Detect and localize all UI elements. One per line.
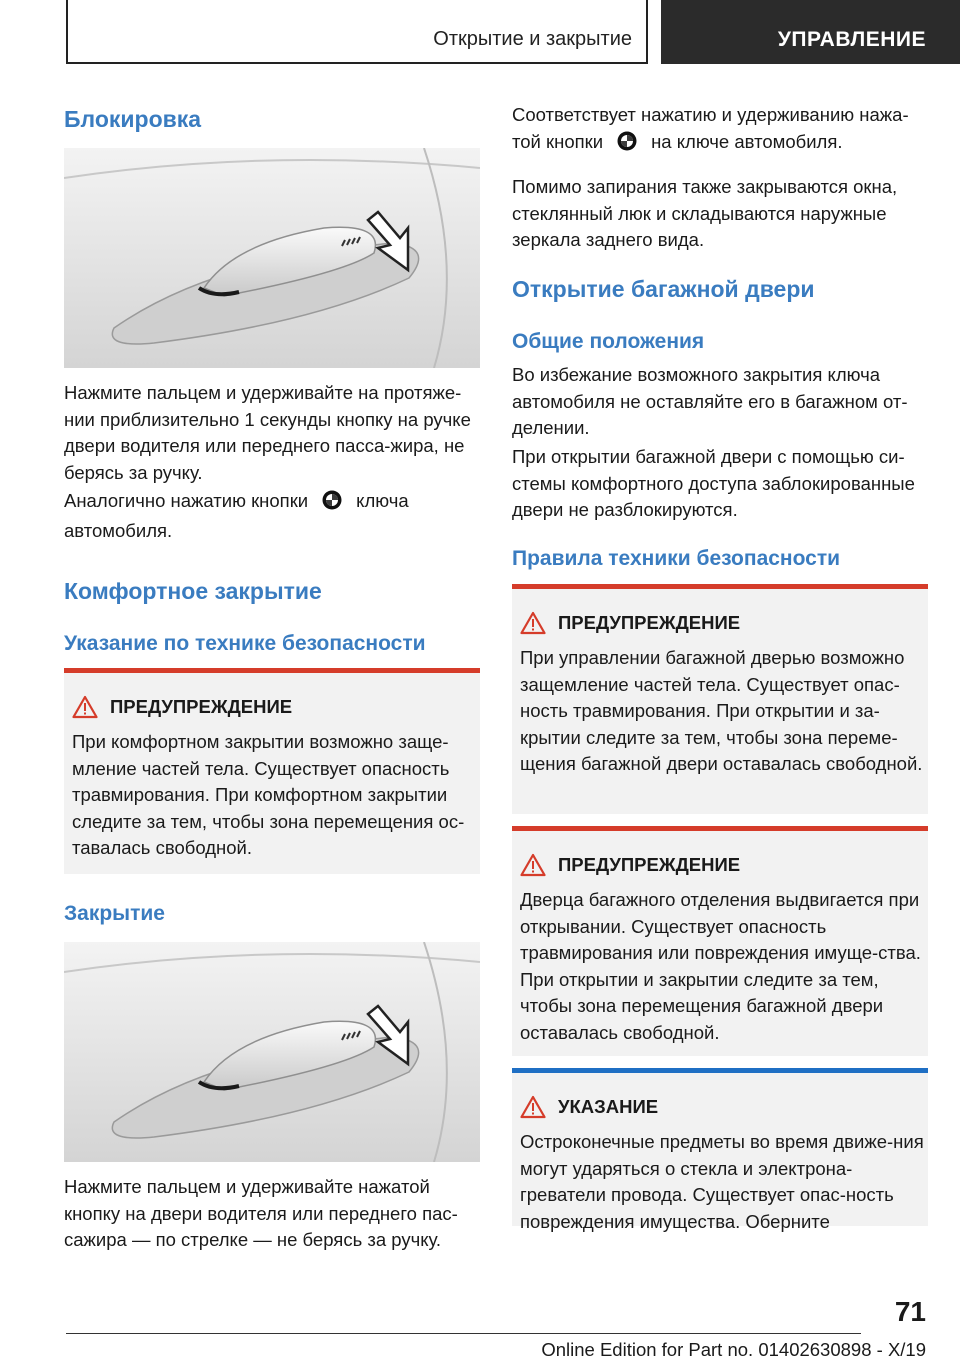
warning-title: ПРЕДУПРЕЖДЕНИЕ <box>110 696 293 717</box>
lock-paragraph-1: Нажмите пальцем и удерживайте на протяже-нии приблизительно 1 секунды кнопку на ручке двери водителя или переднего пасса-жира, не берясь за ручку. <box>64 382 471 483</box>
general-subheading: Общие положения <box>512 330 705 353</box>
header-section-title: Открытие и закрытие <box>433 28 632 50</box>
header-section-box <box>66 0 648 64</box>
right-paragraph-1 <box>512 102 928 158</box>
notice-body: Остроконечные предметы во время движе-ния могут ударяться о стекла и электрона-греватели провода. Существует опас-ность повреждения имущества. Оберните <box>520 1131 924 1232</box>
comfort-closing-heading: Комфортное закрытие <box>64 578 322 604</box>
general-paragraph-2: При открытии багажной двери с помощью си-стемы комфортного доступа заблокированные двери не разблокируются. <box>512 446 915 520</box>
door-handle-closing-image <box>64 942 480 1162</box>
notice-box <box>512 1068 928 1232</box>
header-chapter-title: УПРАВЛЕНИЕ <box>777 28 926 51</box>
trunk-opening-heading: Открытие багажной двери <box>512 276 815 302</box>
warning-title: ПРЕДУПРЕЖДЕНИЕ <box>558 854 741 875</box>
warning-box-trunk-pinch <box>512 584 928 814</box>
lock-paragraph-2 <box>64 488 480 544</box>
notice-triangle-icon <box>520 1095 546 1119</box>
warning-body: Дверца багажного отделения выдвигается при открывании. Существует опасность травмирования или повреждения имуще-ства. При открытии и закрытии следите за тем, чтобы зона перемещения багажной двери оставалась свободной. <box>520 889 921 1043</box>
page-number: 71 <box>894 1296 926 1327</box>
safety-note-subheading: Указание по технике безопасности <box>64 632 426 655</box>
lock-paragraph-2-part-a: Аналогично нажатию кнопки <box>64 490 309 511</box>
right-paragraph-1-part-b: на ключе автомобиля. <box>651 130 843 152</box>
header-chapter-box <box>661 0 960 64</box>
bmw-logo-icon <box>322 490 342 518</box>
lock-paragraph-2-part-b: ключа автомобиля. <box>64 490 409 541</box>
bmw-logo-icon <box>617 131 637 159</box>
lock-heading: Блокировка <box>64 106 202 132</box>
safety-rules-subheading: Правила техники безопасности <box>512 547 841 570</box>
right-paragraph-2: Помимо запирания также закрываются окна, стеклянный люк и складываются наружные зеркала заднего вида. <box>512 176 898 250</box>
footer-divider <box>66 1333 861 1334</box>
right-paragraph-1-part-a: Соответствует нажатию и удерживанию нажа-той кнопки <box>512 104 909 152</box>
footer-edition: Online Edition for Part no. 01402630898 - X/19 <box>541 1339 926 1360</box>
warning-box-comfort <box>64 668 480 874</box>
door-handle-lock-image <box>64 148 480 368</box>
notice-title: УКАЗАНИЕ <box>558 1096 659 1117</box>
general-paragraph-1: Во избежание возможного закрытия ключа автомобиля не оставляйте его в багажном от-делении. <box>512 364 908 438</box>
warning-title: ПРЕДУПРЕЖДЕНИЕ <box>558 612 741 633</box>
closing-subheading: Закрытие <box>64 902 165 925</box>
warning-triangle-icon <box>72 695 98 719</box>
warning-body: При управлении багажной дверью возможно защемление частей тела. Существует опас-ность травмирования. При открытии и за-крытии следите за тем, чтобы зона переме-щения багажной двери оставалась свободной. <box>520 647 923 774</box>
warning-triangle-icon <box>520 611 546 635</box>
closing-paragraph: Нажмите пальцем и удерживайте нажатой кнопку на двери водителя или переднего пас-сажира — по стрелке — не берясь за ручку. <box>64 1176 458 1250</box>
warning-triangle-icon <box>520 853 546 877</box>
warning-box-trunk-extend <box>512 826 928 1056</box>
warning-body: При комфортном закрытии возможно заще-мление частей тела. Существует опасность травмирования. При комфортном закрытии следите за тем, чтобы зона перемещения ос-тавалась свободной. <box>72 731 465 858</box>
